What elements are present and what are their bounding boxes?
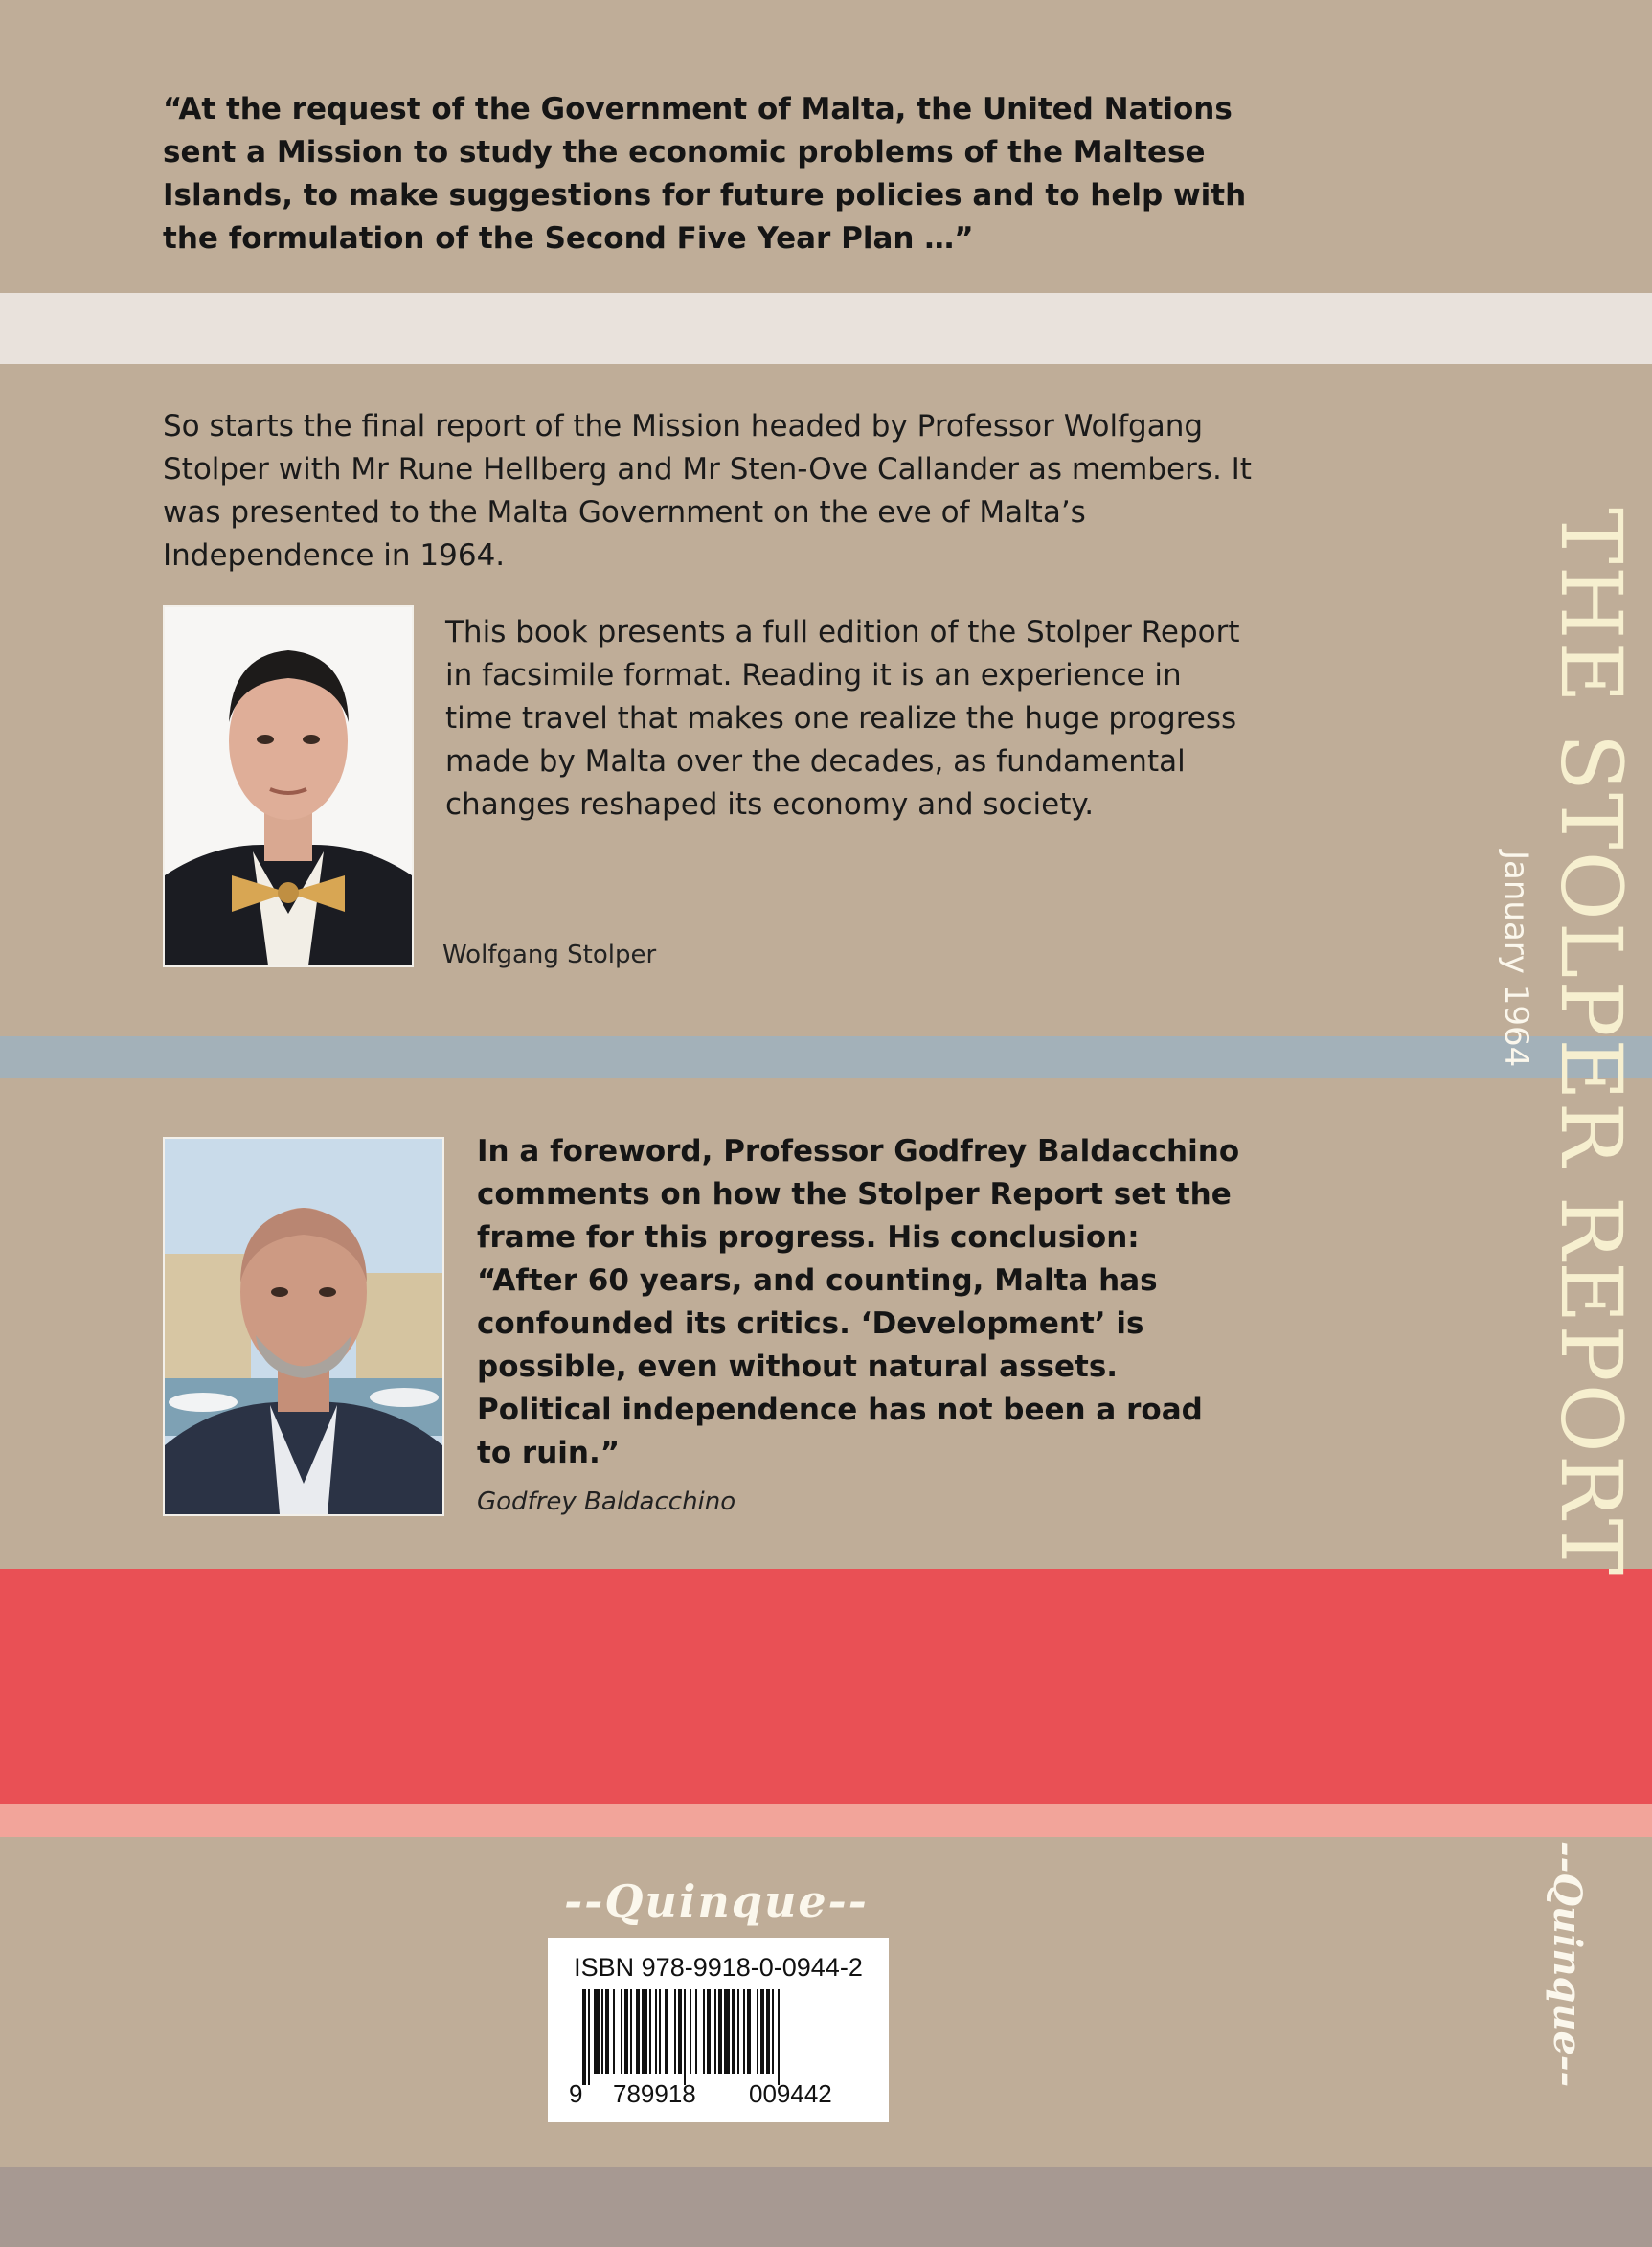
barcode-bars <box>582 1989 860 2085</box>
wolfgang-stolper-photo <box>163 605 414 967</box>
barcode-left-digits: 789918 <box>613 2079 696 2108</box>
bottom-band <box>0 2167 1652 2247</box>
red-band <box>0 1569 1652 1804</box>
godfrey-baldacchino-photo <box>163 1137 444 1516</box>
spine-date-text: January 1964 <box>1497 851 1535 1068</box>
spine-title-text: THE STOLPER REPORT <box>1542 508 1641 1577</box>
intro-paragraph: So starts the final report of the Mission headed by Professor Wolfgang Stolper with Mr Rune Hellberg and Mr Sten-Ove Callander as members. It was presented to the Malta Government on the eve of Malta’s Independence in 1964. <box>163 409 1252 573</box>
publisher-logo: --Quinque-- <box>564 1875 869 1927</box>
barcode-first-digit: 9 <box>569 2079 583 2108</box>
photo-caption-stolper: Wolfgang Stolper <box>442 941 657 969</box>
light-band <box>0 293 1652 364</box>
blue-band <box>0 1036 1652 1078</box>
spine-publisher-text: --Quinque-- <box>1545 1841 1590 2088</box>
pink-band <box>0 1804 1652 1837</box>
photo-caption-baldacchino: Godfrey Baldacchino <box>477 1487 736 1516</box>
opening-quote: “At the request of the Government of Malta, the United Nations sent a Mission to study the economic problems of the Maltese Islands, to make suggestions for future policies and to help with the formulation of the Second Five Year Plan …” <box>163 92 1247 256</box>
book-description: This book presents a full edition of the Stolper Report in facsimile format. Reading it is an experience in time travel that makes one realize the huge progress made by Malta over the decades, as fundamental changes reshaped its economy and society. <box>445 615 1240 822</box>
foreword-text: In a foreword, Professor Godfrey Baldacchino comments on how the Stolper Report set the frame for this progress. His conclusion: “After 60 years, and counting, Malta has confounded its critics. ‘Development’ is possible, even without natural assets. Political independence has not been a road to ruin.” <box>477 1134 1240 1470</box>
isbn-barcode <box>548 1938 889 2122</box>
isbn-text: ISBN 978-9918-0-0944-2 <box>574 1953 863 1982</box>
barcode-right-digits: 009442 <box>749 2079 832 2108</box>
